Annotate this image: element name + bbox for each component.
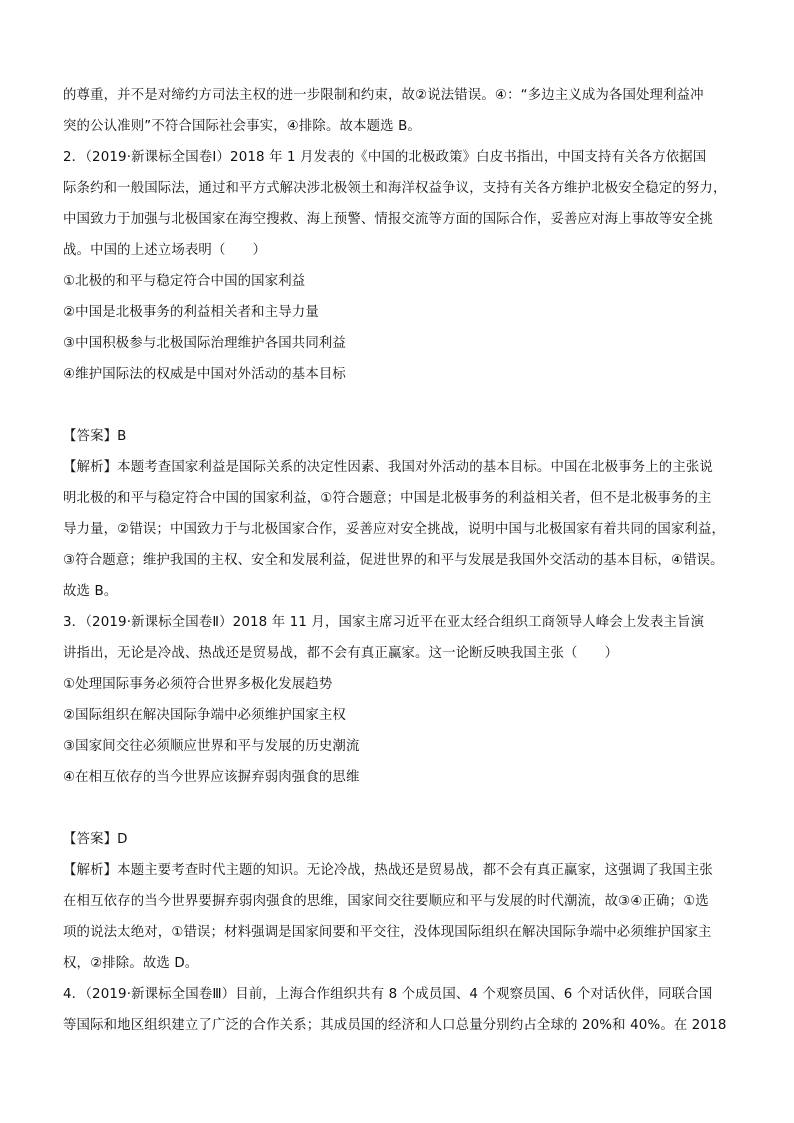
question-2-analysis: 故选 B。 — [63, 584, 118, 599]
question-2-statement: ④维护国际法的权威是中国对外活动的基本目标 — [63, 367, 346, 382]
question-4-stem: 等国际和地区组织建立了广泛的合作关系；其成员国的经济和人口总量分别约占全球的 20%和 40%。在 2018 — [63, 1018, 727, 1033]
question-3-stem: 3．（2019·新课标全国卷Ⅱ）2018 年 11 月，国家主席习近平在亚太经合组织工商领导人峰会上发表主旨演 — [63, 615, 705, 630]
question-2-answer: 【答案】B — [63, 429, 127, 444]
question-2-analysis: 明北极的和平与稳定符合中国的国家利益，①符合题意；中国是北极事务的利益相关者，但不是北极事务的主 — [63, 491, 712, 506]
question-2-stem: 战。中国的上述立场表明（ ） — [63, 243, 267, 258]
question-2-statement: ①北极的和平与稳定符合中国的国家利益 — [63, 274, 306, 289]
question-3-statement: ①处理国际事务必须符合世界多极化发展趋势 — [63, 677, 333, 692]
question-4-stem: 4．（2019·新课标全国卷Ⅲ）目前，上海合作组织共有 8 个成员国、4 个观察员国、6 个对话伙伴，同联合国 — [63, 987, 713, 1002]
question-3-analysis: 【解析】本题主要考查时代主题的知识。无论冷战，热战还是贸易战，都不会有真正赢家，这强调了我国主张 — [63, 863, 713, 878]
question-3-stem: 讲指出，无论是冷战、热战还是贸易战，都不会有真正赢家。这一论断反映我国主张（ ） — [63, 646, 619, 661]
question-2-statement: ②中国是北极事务的利益相关者和主导力量 — [63, 305, 319, 320]
question-3-statement: ②国际组织在解决国际争端中必须维护国家主权 — [63, 708, 346, 723]
question-3-statement: ④在相互依存的当今世界应该摒弃弱肉强食的思维 — [63, 770, 360, 785]
question-2-analysis: 【解析】本题考查国家利益是国际关系的决定性因素、我国对外活动的基本目标。中国在北极事务上的主张说 — [63, 460, 713, 475]
question-2-analysis: ③符合题意；维护我国的主权、安全和发展利益，促进世界的和平与发展是我国外交活动的基本目标，④错误。 — [63, 553, 724, 568]
question-3-statement: ③国家间交往必须顺应世界和平与发展的历史潮流 — [63, 739, 360, 754]
analysis-continuation-line: 突的公认准则”不符合国际社会事实，④排除。故本题选 B。 — [63, 119, 421, 134]
question-3-answer: 【答案】D — [63, 832, 128, 847]
question-2-analysis: 导力量，②错误；中国致力于与北极国家合作，妥善应对安全挑战，说明中国与北极国家有着共同的国家利益， — [63, 522, 726, 537]
analysis-continuation-line: 的尊重，并不是对缔约方司法主权的进一步限制和约束，故②说法错误。④：“多边主义成为各国处理利益冲 — [63, 88, 704, 103]
question-2-statement: ③中国积极参与北极国际治理维护各国共同利益 — [63, 336, 346, 351]
question-2-stem: 际条约和一般国际法，通过和平方式解决涉北极领土和海洋权益争议，支持有关各方维护北极安全稳定的努力， — [63, 181, 727, 196]
question-3-analysis: 权，②排除。故选 D。 — [63, 956, 199, 971]
question-3-analysis: 在相互依存的当今世界要摒弃弱肉强食的思维，国家间交往要顺应和平与发展的时代潮流，故③④正确；①选 — [63, 894, 709, 909]
question-3-analysis: 项的说法太绝对，①错误；材料强调是国家间要和平交往，没体现国际组织在解决国际争端中必须维护国家主 — [63, 925, 712, 940]
question-2-stem: 2．（2019·新课标全国卷Ⅰ）2018 年 1 月发表的《中国的北极政策》白皮书指出，中国支持有关各方依据国 — [63, 150, 707, 165]
question-2-stem: 中国致力于加强与北极国家在海空搜救、海上预警、情报交流等方面的国际合作，妥善应对海上事故等安全挑 — [63, 212, 713, 227]
